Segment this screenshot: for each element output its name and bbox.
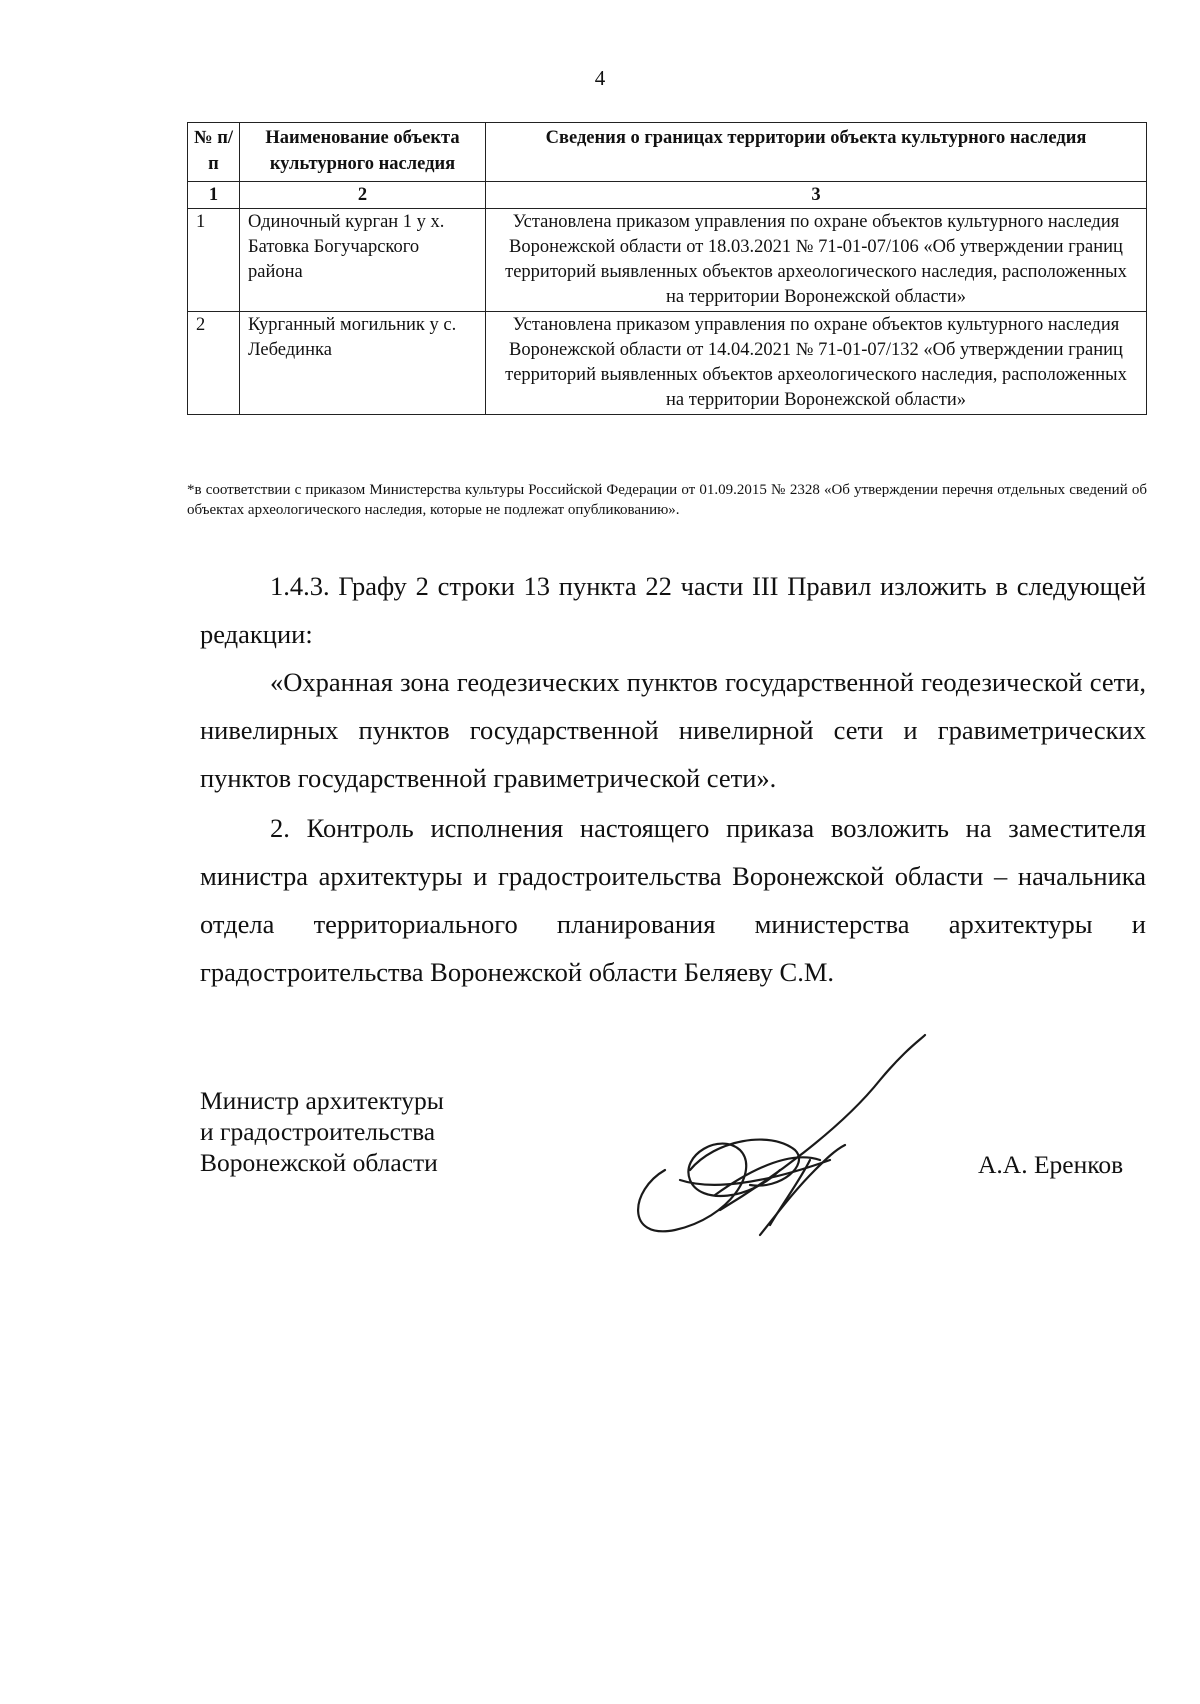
header-object-name: Наименование объекта культурного наследия bbox=[240, 123, 486, 182]
position-line: Воронежской области bbox=[200, 1148, 438, 1177]
handwritten-signature bbox=[620, 1020, 960, 1260]
boundary-info: Установлена приказом управления по охране объектов культурного наследия Воронежской области от 18.03.2021 № 71-01-07/106 «Об утверждении границ территорий выявленных объектов археологического наследия, расположенных на территории Воронежской области» bbox=[486, 209, 1147, 312]
position-line: и градостроительства bbox=[200, 1117, 436, 1146]
column-number: 1 bbox=[188, 182, 240, 209]
table-row bbox=[188, 312, 1147, 415]
paragraph-zone-quote bbox=[200, 658, 1146, 802]
paragraph-text: 2. Контроль исполнения настоящего приказа возложить на заместителя министра архитектуры и градостроительства Воронежской области – начальника отдела территориального планирования министерства архитектуры и градостроительства Воронежской области Беляеву С.М. bbox=[200, 813, 1146, 987]
position-line: Министр архитектуры bbox=[200, 1086, 444, 1115]
paragraph-control bbox=[200, 804, 1146, 996]
boundary-info: Установлена приказом управления по охране объектов культурного наследия Воронежской области от 14.04.2021 № 71-01-07/132 «Об утверждении границ территорий выявленных объектов археологического наследия, расположенных на территории Воронежской области» bbox=[486, 312, 1147, 415]
table-row bbox=[188, 209, 1147, 312]
paragraph-text: 1.4.3. Графу 2 строки 13 пункта 22 части III Правил изложить в следующей редакции: bbox=[200, 571, 1146, 649]
column-number: 2 bbox=[240, 182, 486, 209]
column-number-row bbox=[188, 182, 1147, 209]
signatory-name: А.А. Еренков bbox=[978, 1150, 1124, 1179]
header-boundary-info: Сведения о границах территории объекта культурного наследия bbox=[486, 123, 1147, 182]
table-header-row bbox=[188, 123, 1147, 182]
heritage-objects-table bbox=[187, 122, 1147, 415]
row-number: 2 bbox=[188, 312, 240, 415]
page-number: 4 bbox=[594, 66, 606, 90]
signatory-position bbox=[200, 1085, 444, 1178]
row-number: 1 bbox=[188, 209, 240, 312]
paragraph-text: «Охранная зона геодезических пунктов государственной геодезической сети, нивелирных пунктов государственной нивелирной сети и гравиметрических пунктов государственной гравиметрической сети». bbox=[200, 667, 1146, 793]
table-footnote: *в соответствии с приказом Министерства культуры Российской Федерации от 01.09.2015 № 2328 «Об утверждении перечня отдельных сведений об объектах археологического наследия, которые не подлежат опубликованию». bbox=[187, 482, 1147, 518]
object-name: Одиночный курган 1 у х. Батовка Богучарского района bbox=[240, 209, 486, 312]
object-name: Курганный могильник у с. Лебединка bbox=[240, 312, 486, 415]
paragraph-1-4-3 bbox=[200, 562, 1146, 658]
header-number: № п/п bbox=[188, 123, 240, 182]
column-number: 3 bbox=[486, 182, 1147, 209]
